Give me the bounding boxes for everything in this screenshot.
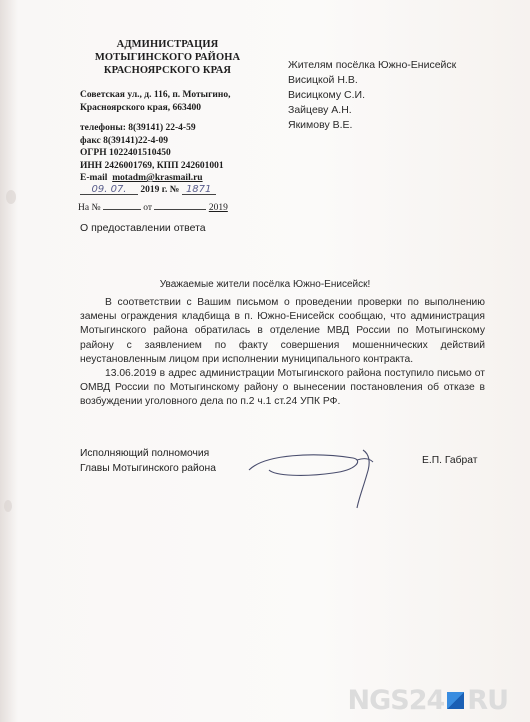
signatory-name: Е.П. Габрат: [422, 455, 478, 466]
org-line: МОТЫГИНСКОГО РАЙОНА: [94, 52, 241, 63]
recipient-line: Висицкой Н.В.: [288, 74, 358, 86]
ref-number-blank: [103, 199, 141, 210]
signatory-title: [80, 447, 216, 476]
letterhead-address: [80, 89, 230, 114]
number-label: №: [169, 185, 180, 195]
ref-from: от: [143, 203, 153, 213]
paper-stain: [6, 190, 16, 204]
body-paragraph: В соответствии с Вашим письмом о проведении проверки по выполнению замены ограждения кладбища в п. Южно-Енисейск сообщаю, что администрация Мотыгинского района обратилась в отделение МВД России по Мотыгинскому району с заявлением по факту совершения мошеннических действий неустановленным лицом при исполнении муниципального контракта.: [80, 297, 485, 365]
signatory-title-line: Исполняющий полномочия: [80, 448, 210, 459]
fax-text: факс 8(39141)22-4-09: [80, 135, 169, 146]
letterhead-contacts: [80, 122, 224, 185]
inn-text: ИНН 2426001769, КПП 242601001: [80, 160, 224, 171]
recipient-line: Висицкому С.И.: [288, 89, 366, 101]
outgoing-date-number: [80, 184, 216, 195]
paper-stain: [4, 500, 12, 512]
letter-subject: О предоставлении ответа: [80, 222, 206, 234]
address-line: Советская ул., д. 116, п. Мотыгино,: [80, 90, 231, 100]
recipient-line: Якимову В.Е.: [288, 119, 353, 131]
org-line: КРАСНОЯРСКОГО КРАЯ: [103, 65, 232, 76]
number-field: [182, 184, 216, 195]
handwritten-number: 1871: [185, 184, 212, 195]
date-field: [80, 184, 138, 195]
letterhead-org: [80, 38, 255, 77]
ogrn-text: ОГРН 1022401510450: [80, 148, 171, 158]
year-text: 2019 г.: [140, 185, 168, 195]
ngs24-watermark: [348, 685, 509, 716]
phone-text: телефоны: 8(39141) 22-4-59: [80, 123, 196, 133]
watermark-left: NGS24: [347, 685, 445, 716]
org-line: АДМИНИСТРАЦИЯ: [116, 39, 219, 50]
recipient-line: Зайцеву А.Н.: [288, 104, 352, 116]
reference-line: [78, 199, 228, 213]
watermark-square-icon: [447, 692, 464, 709]
signatory-title-line: Главы Мотыгинского района: [80, 462, 216, 474]
address-line: Красноярского края, 663400: [80, 102, 202, 113]
body-paragraph: 13.06.2019 в адрес администрации Мотыгинского района поступило письмо от ОМВД России по Мотыгинскому району о вынесении постановления об отказе в возбуждении уголовного дела по п.2 ч.1 ст.24 УПК РФ.: [80, 368, 485, 408]
ref-label: На №: [78, 203, 101, 213]
ref-year: 2019: [208, 203, 228, 213]
handwritten-signature: [245, 432, 405, 512]
ref-date-blank: [154, 199, 206, 210]
handwritten-date: 09. 07.: [91, 184, 127, 195]
salutation: Уважаемые жители посёлка Южно-Енисейск!: [159, 279, 371, 290]
email-link[interactable]: motadm@krasmail.ru: [112, 173, 203, 183]
watermark-right: RU: [467, 685, 508, 716]
email-row: [80, 172, 224, 185]
recipient-line: Жителям посёлка Южно-Енисейск: [288, 59, 457, 71]
letter-body: [80, 296, 485, 410]
recipients-block: [288, 58, 456, 133]
email-label: E-mail: [80, 173, 108, 183]
